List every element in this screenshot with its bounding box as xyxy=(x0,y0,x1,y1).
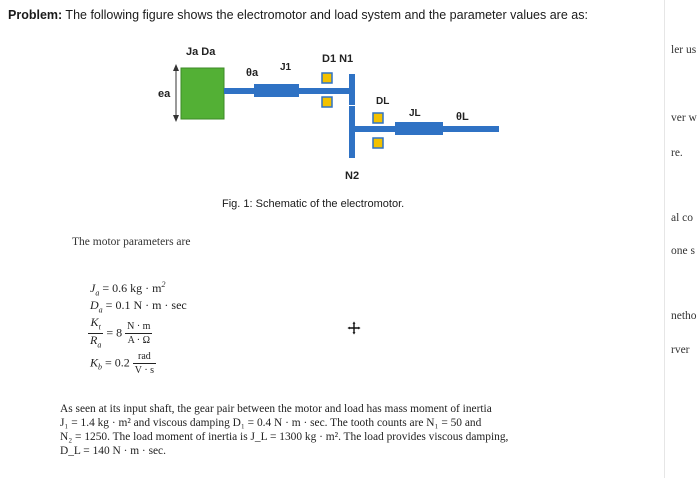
label-theta-a: θa xyxy=(246,67,259,79)
eq-kt-symbol: K xyxy=(90,315,99,329)
eq-da xyxy=(90,298,187,314)
eq-kt-unit-den: A · Ω xyxy=(127,335,151,347)
eq-ra-symbol: R xyxy=(90,333,98,348)
eq-ja-symbol: J xyxy=(90,281,96,295)
gear-n2 xyxy=(349,106,355,158)
ea-arrow xyxy=(173,64,179,122)
motor-params-intro: The motor parameters are xyxy=(72,236,191,248)
move-cursor-icon xyxy=(346,320,362,336)
paragraph-line-3: N₂ = 1250. The load moment of inertia is J_L = 1300 kg · m². The load provides viscous damping, xyxy=(60,431,509,443)
shaft-to-gear xyxy=(299,88,349,94)
label-ja-da: Ja Da xyxy=(186,46,216,58)
input-shaft xyxy=(224,88,254,94)
side-fragment: rver xyxy=(671,344,690,356)
paragraph-line-2: J₁ = 1.4 kg · m² and viscous damping D₁ = 0.4 N · m · sec. The tooth counts are N₁ = 50 and xyxy=(60,417,482,429)
load-shaft xyxy=(443,126,499,132)
eq-da-sub: a xyxy=(98,305,103,315)
side-fragment: ver w xyxy=(671,112,697,124)
eq-ja-sub: a xyxy=(95,288,100,298)
adjacent-page-strip xyxy=(664,0,700,478)
eq-kt-ra xyxy=(88,316,152,352)
label-dl: DL xyxy=(376,96,390,107)
electromotor-schematic xyxy=(150,40,510,190)
eq-ja-value: = 0.6 kg · m xyxy=(99,281,162,295)
gear-description-paragraph xyxy=(60,402,600,458)
problem-text: The following figure shows the electromotor and load system and the parameter values are as: xyxy=(62,8,588,22)
eq-kb-unit-den: V · s xyxy=(134,365,155,376)
eq-kb-unit-num: rad xyxy=(133,350,156,364)
eq-da-symbol: D xyxy=(90,298,99,312)
label-jl: JL xyxy=(409,108,421,119)
side-fragment: netho xyxy=(671,310,697,322)
label-n2: N2 xyxy=(345,170,360,182)
jl-inertia xyxy=(395,122,443,135)
label-ea: ea xyxy=(158,88,171,100)
eq-kb xyxy=(90,350,156,377)
problem-label: Problem: xyxy=(8,8,63,22)
side-fragment: ler us xyxy=(671,44,697,56)
eq-kt-unit-num: N · m xyxy=(127,321,151,333)
label-d1-n1: D1 N1 xyxy=(322,53,354,65)
eq-kt-ra-fraction xyxy=(88,316,103,352)
eq-kb-value: = 0.2 xyxy=(102,355,133,370)
eq-kb-sub: b xyxy=(98,362,103,372)
damper-d1-top xyxy=(322,73,332,83)
damper-dl-bottom xyxy=(373,138,383,148)
side-fragment: re. xyxy=(671,147,683,159)
side-fragment: one s xyxy=(671,245,695,257)
label-theta-l: θL xyxy=(456,111,469,123)
j1-inertia xyxy=(254,84,299,97)
eq-ra-sub: a xyxy=(97,340,102,350)
motor-block xyxy=(181,68,224,119)
figure-caption: Fig. 1: Schematic of the electromotor. xyxy=(222,198,405,210)
eq-kb-symbol: K xyxy=(90,355,99,370)
damper-dl-top xyxy=(373,113,383,123)
problem-statement xyxy=(8,8,588,22)
eq-kt-unit xyxy=(125,320,152,347)
paragraph-line-4: D_L = 140 N · m · sec. xyxy=(60,445,166,457)
eq-ja-sup: 2 xyxy=(161,280,166,289)
eq-kt-value: = 8 xyxy=(103,325,126,340)
side-fragment: al co xyxy=(671,212,694,224)
paragraph-line-1: As seen at its input shaft, the gear pair between the motor and load has mass moment of inertia xyxy=(60,403,492,415)
gear-n1 xyxy=(349,74,355,105)
label-j1: J1 xyxy=(280,62,292,73)
eq-ja xyxy=(90,280,165,297)
eq-kt-sub: t xyxy=(98,322,101,332)
eq-kb-unit xyxy=(133,350,156,377)
output-shaft xyxy=(355,126,395,132)
eq-da-value: = 0.1 N · m · sec xyxy=(102,298,187,312)
damper-d1-bottom xyxy=(322,97,332,107)
